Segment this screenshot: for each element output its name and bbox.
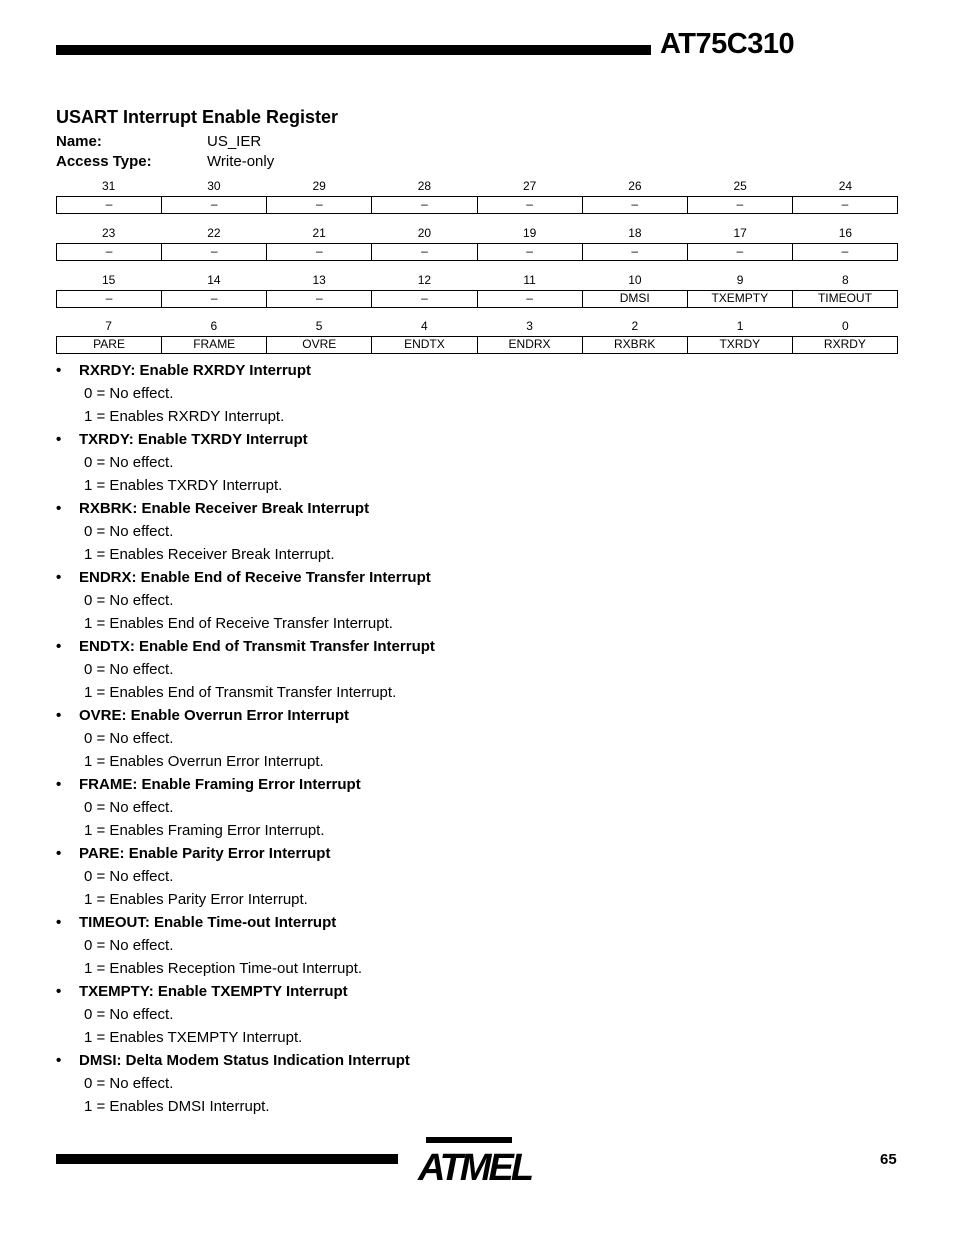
- description-line: 0 = No effect.: [84, 385, 174, 402]
- description-heading: TXEMPTY: Enable TXEMPTY Interrupt: [79, 983, 348, 1000]
- bit-number: 15: [101, 273, 116, 287]
- bit-number: 24: [838, 179, 853, 193]
- bullet: •: [56, 914, 62, 931]
- bit-number: 4: [421, 319, 428, 333]
- bit-fields: [56, 290, 898, 308]
- register-row: [56, 272, 898, 308]
- bit-field: –: [792, 244, 897, 260]
- bit-number: 19: [522, 226, 537, 240]
- description-line: 0 = No effect.: [84, 592, 174, 609]
- bit-number: 14: [207, 273, 221, 287]
- bit-field: –: [477, 197, 582, 213]
- bit-field: –: [105, 197, 113, 211]
- description-line: 0 = No effect.: [84, 799, 174, 816]
- description-line: 1 = Enables Framing Error Interrupt.: [84, 822, 325, 839]
- description-heading: TIMEOUT: Enable Time-out Interrupt: [79, 914, 337, 931]
- bit-field: TIMEOUT: [792, 291, 897, 307]
- bit-field: ENDRX: [477, 337, 582, 353]
- description-item: [56, 566, 898, 635]
- description-item: [56, 359, 898, 428]
- bullet: •: [56, 983, 62, 1000]
- bit-field: –: [371, 244, 476, 260]
- description-heading: ENDRX: Enable End of Receive Transfer Interrupt: [79, 569, 431, 586]
- name-label: Name:: [56, 133, 102, 150]
- bit-number: 10: [628, 273, 642, 287]
- header-rule: [56, 45, 651, 55]
- bit-descriptions: [56, 359, 898, 1118]
- document-title: AT75C310: [660, 28, 795, 60]
- description-item: [56, 428, 898, 497]
- bit-field: RXBRK: [582, 337, 687, 353]
- description-item: [56, 773, 898, 842]
- bit-fields: [56, 196, 898, 214]
- description-heading: RXRDY: Enable RXRDY Interrupt: [79, 362, 311, 379]
- bit-field: –: [266, 291, 371, 307]
- description-heading: DMSI: Delta Modem Status Indication Interrupt: [79, 1052, 410, 1069]
- bit-field: OVRE: [266, 337, 371, 353]
- bit-number: 25: [733, 179, 747, 193]
- bit-numbers: [56, 272, 898, 288]
- bit-number: 6: [210, 319, 218, 333]
- bit-number: 27: [522, 179, 537, 193]
- description-line: 1 = Enables DMSI Interrupt.: [84, 1098, 270, 1115]
- bit-field: –: [792, 197, 897, 213]
- bit-numbers: [56, 318, 898, 334]
- bit-number: 13: [312, 273, 326, 287]
- bit-number: 16: [838, 226, 853, 240]
- bit-field: DMSI: [582, 291, 687, 307]
- bit-number: 3: [526, 319, 533, 333]
- description-heading: OVRE: Enable Overrun Error Interrupt: [79, 707, 350, 724]
- description-line: 0 = No effect.: [84, 523, 174, 540]
- bit-number: 0: [842, 319, 849, 333]
- bit-field: –: [161, 197, 266, 213]
- bit-field: –: [477, 291, 582, 307]
- bit-number: 18: [628, 226, 642, 240]
- bullet: •: [56, 845, 62, 862]
- bit-number: 12: [417, 273, 432, 287]
- bit-number: 7: [105, 319, 112, 333]
- description-item: [56, 842, 898, 911]
- description-item: [56, 704, 898, 773]
- register-row: [56, 318, 898, 354]
- description-item: [56, 911, 898, 980]
- description-item: [56, 980, 898, 1049]
- bit-field: RXRDY: [792, 337, 897, 353]
- bit-field: –: [266, 244, 371, 260]
- bit-field: PARE: [93, 337, 125, 351]
- description-heading: PARE: Enable Parity Error Interrupt: [79, 845, 331, 862]
- description-line: 0 = No effect.: [84, 868, 174, 885]
- bullet: •: [56, 362, 62, 379]
- description-item: [56, 635, 898, 704]
- bit-number: 17: [733, 226, 747, 240]
- bit-number: 9: [736, 273, 744, 287]
- bit-field: –: [582, 197, 687, 213]
- bit-number: 5: [315, 319, 323, 333]
- bit-field: –: [687, 244, 792, 260]
- bit-field: TXEMPTY: [687, 291, 792, 307]
- description-line: 0 = No effect.: [84, 454, 174, 471]
- bit-field: –: [161, 291, 266, 307]
- footer-rule: [56, 1154, 398, 1164]
- bit-number: 1: [736, 319, 744, 333]
- register-row: [56, 225, 898, 261]
- name-value: US_IER: [207, 133, 262, 150]
- bit-field: –: [371, 197, 476, 213]
- bit-number: 21: [312, 226, 326, 240]
- description-line: 1 = Enables RXRDY Interrupt.: [84, 408, 285, 425]
- description-line: 1 = Enables Parity Error Interrupt.: [84, 891, 308, 908]
- bit-number: 30: [207, 179, 221, 193]
- description-line: 0 = No effect.: [84, 1006, 174, 1023]
- bit-number: 28: [417, 179, 432, 193]
- access-type-value: Write-only: [207, 153, 275, 170]
- bit-number: 20: [417, 226, 432, 240]
- bullet: •: [56, 707, 62, 724]
- description-line: 0 = No effect.: [84, 1075, 174, 1092]
- bullet: •: [56, 431, 62, 448]
- register-row: [56, 178, 898, 214]
- bit-number: 2: [631, 319, 639, 333]
- bit-field: –: [477, 244, 582, 260]
- page-number: 65: [880, 1151, 897, 1168]
- bit-fields: [56, 243, 898, 261]
- bullet: •: [56, 500, 62, 517]
- bit-number: 23: [101, 226, 116, 240]
- description-line: 1 = Enables TXRDY Interrupt.: [84, 477, 283, 494]
- bit-numbers: [56, 225, 898, 241]
- section-title: USART Interrupt Enable Register: [56, 107, 339, 127]
- description-line: 1 = Enables Reception Time-out Interrupt.: [84, 960, 363, 977]
- bit-number: 11: [523, 273, 536, 287]
- bit-field: –: [105, 244, 113, 258]
- description-heading: RXBRK: Enable Receiver Break Interrupt: [79, 500, 370, 517]
- bit-number: 26: [628, 179, 642, 193]
- description-heading: ENDTX: Enable End of Transmit Transfer Interrupt: [79, 638, 435, 655]
- description-heading: TXRDY: Enable TXRDY Interrupt: [79, 431, 308, 448]
- description-line: 1 = Enables Overrun Error Interrupt.: [84, 753, 324, 770]
- access-type-label: Access Type:: [56, 153, 152, 170]
- bit-field: FRAME: [161, 337, 266, 353]
- description-heading: FRAME: Enable Framing Error Interrupt: [79, 776, 361, 793]
- logo-text: ATMEL: [418, 1147, 532, 1189]
- description-line: 1 = Enables TXEMPTY Interrupt.: [84, 1029, 303, 1046]
- bit-number: 31: [101, 179, 116, 193]
- bit-field: –: [266, 197, 371, 213]
- description-line: 0 = No effect.: [84, 730, 174, 747]
- description-line: 0 = No effect.: [84, 661, 174, 678]
- description-line: 1 = Enables End of Transmit Transfer Interrupt.: [84, 684, 397, 701]
- bit-field: –: [687, 197, 792, 213]
- bit-fields: [56, 336, 898, 354]
- bit-number: 22: [207, 226, 221, 240]
- description-item: [56, 1049, 898, 1118]
- bullet: •: [56, 1052, 62, 1069]
- description-line: 1 = Enables End of Receive Transfer Interrupt.: [84, 615, 393, 632]
- description-line: 0 = No effect.: [84, 937, 174, 954]
- bit-numbers: [56, 178, 898, 194]
- bit-field: –: [161, 244, 266, 260]
- bit-number: 29: [312, 179, 326, 193]
- bit-field: TXRDY: [687, 337, 792, 353]
- bullet: •: [56, 638, 62, 655]
- bullet: •: [56, 776, 62, 793]
- atmel-logo: [414, 1137, 532, 1189]
- bullet: •: [56, 569, 62, 586]
- description-line: 1 = Enables Receiver Break Interrupt.: [84, 546, 335, 563]
- bit-field: –: [582, 244, 687, 260]
- bit-field: –: [371, 291, 476, 307]
- bit-field: –: [105, 291, 113, 305]
- bit-number: 8: [842, 273, 849, 287]
- bit-field: ENDTX: [371, 337, 476, 353]
- description-item: [56, 497, 898, 566]
